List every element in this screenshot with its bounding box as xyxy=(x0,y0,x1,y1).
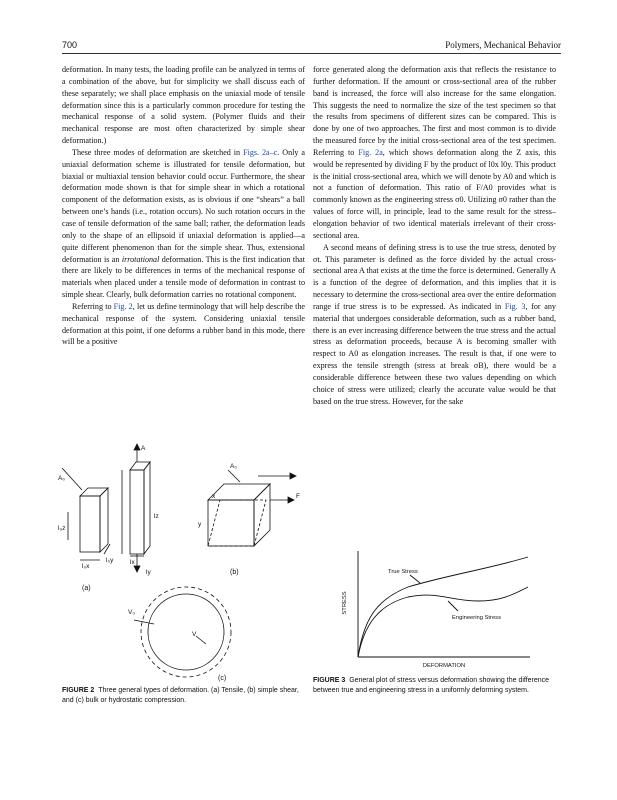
figure-link[interactable]: Fig. 3 xyxy=(504,301,526,311)
engineering-stress-label: Engineering Stress xyxy=(452,615,501,621)
text-run: These three modes of deformation are sketched in xyxy=(72,147,244,157)
text-run: , let us define terminology that will help describe the mechanical response of the system. Considering uniaxial tensile deformation at this point, if one deforms a rubber band in this mode, there will be a positive xyxy=(62,301,305,347)
label-A0: A₀ xyxy=(58,475,66,482)
true-stress-label: True Stress xyxy=(388,569,418,575)
shear-block xyxy=(208,470,296,546)
figure-3-caption xyxy=(313,676,559,695)
label-lz0: l₀z xyxy=(58,525,66,532)
text-run: Referring to xyxy=(72,301,114,311)
label-A: A xyxy=(141,445,146,452)
left-paragraph-1: deformation. In many tests, the loading profile can be analyzed in terms of a combination of the above, but for simplicity we shall discuss each of these separately; we shall place emphasis on the uniaxial mode of tensile deformation since this is a particularly common procedure for testing the mechanical response of a solid system. (Polymer fluids and their mechanical response are most often characterized by simple shear deformation.) xyxy=(62,65,305,146)
caption-label: FIGURE 2 xyxy=(62,687,95,694)
text-run: force generated along the deformation axis that reflects the resistance to further deformation. If the amount or cross-sectional area of the rubber band is increased, the force will also increase for the same elongation. This suggests the need to normalize the size of the test specimen so that the results from specimens of different sizes can be compared. This is done by one of two approaches. The first and most common is to divide the measured force by the initial cross-sectional area of the test specimen. Referring to xyxy=(313,65,556,157)
true-stress-curve xyxy=(358,557,528,657)
right-column xyxy=(313,64,556,407)
page-number: 700 xyxy=(62,40,78,50)
label-c: (c) xyxy=(218,675,227,682)
text-run: deformation. This is the first indication that there are likely to be differences in terms of the mechanical response of materials when placed under a tensile mode of deformation in contrast to simple shear. Clearly, bulk deformation carries no rotational component. xyxy=(62,254,305,300)
figure-link[interactable]: Fig. 2a xyxy=(358,147,383,157)
figure-2-caption xyxy=(62,686,308,705)
running-title: Polymers, Mechanical Behavior xyxy=(445,40,561,50)
left-column xyxy=(62,64,305,348)
right-paragraph-1 xyxy=(313,64,556,242)
text-run: A second means of defining stress is to use the true stress, denoted by σt. This parameter is defined as the force divided by the actual cross-sectional area A that exists at the time the force is determined. Generally A is a function of the degree of deformation, and this implies that it is necessary to determine the cross-sectional area over the entire deformation range if true stress is to be expressed. As indicated in xyxy=(313,242,556,311)
figure-3-chart xyxy=(338,545,538,670)
figure-link[interactable]: Fig. 2 xyxy=(113,301,133,311)
y-axis-label: STRESS xyxy=(342,591,348,615)
label-V0: V₀ xyxy=(128,609,136,616)
text-run: , for any material that undergoes considerable deformation, such as a rubber band, there is an ever increasing difference between the true stress and the actual stress as deformation proceeds, because A is becoming smaller with respect to A0 as elongation increases. The result is that, if one were to express the tensile strength (stress at break σB), there would be a considerable difference between these two values depending on which choice of stress were utilized; clearly the accurate value would be that based on the true stress. However, for the sake xyxy=(313,301,556,406)
left-paragraph-2 xyxy=(62,147,305,301)
left-paragraph-3 xyxy=(62,301,305,348)
caption-label: FIGURE 3 xyxy=(313,677,346,684)
label-V: V xyxy=(192,631,197,638)
x-axis-label: DEFORMATION xyxy=(422,663,466,669)
label-ly0: l₀y xyxy=(106,557,114,564)
figure-link[interactable]: Figs. 2a–c xyxy=(243,147,278,157)
text-run: . Only a uniaxial deformation scheme is illustrated for tensile deformation, but biaxial or multiaxial tension behavior could occur. Furthermore, the shear deformation mode shown is that for simple shear in which a rotational component of the deformation exists, as is obvious if one “shears” a ball between one’s hands (i.e., rotation occurs). No such rotation occurs in the case of tensile deformation of the same ball; rather, the deformation leads only to the shape of an ellipsoid if uniaxial deformation is applied—a quite different phenomenon than for the simple shear. Thus, extensional deformation is an xyxy=(62,147,305,264)
label-lx0: l₀x xyxy=(82,563,90,570)
label-ly: ly xyxy=(146,569,151,576)
caption-text: Three general types of deformation. (a) Tensile, (b) simple shear, and (c) bulk or hydrostatic compression. xyxy=(62,687,299,704)
label-lz: lz xyxy=(154,513,159,520)
label-b: (b) xyxy=(230,569,239,576)
text-run: , which shows deformation along the Z axis, this would be represented by dividing F by the product of l0x l0y. This product is the initial cross-sectional area, which we will denote by A0 and which is not a function of deformation. This ratio of F/A0 provides what is commonly known as the engineering stress σ0. Utilizing σ0 rather than the values of force will, in principle, lead to the same result for the stress–elongation behavior of two identical materials irrelevant of their cross-sectional area. xyxy=(313,147,557,240)
italic-term: irrotational xyxy=(121,254,160,264)
caption-text: General plot of stress versus deformation showing the difference between true and engineering stress in a uniformly deforming system. xyxy=(313,677,550,694)
label-a: (a) xyxy=(82,585,91,592)
label-F: F xyxy=(296,493,300,500)
label-lx: lx xyxy=(130,559,135,566)
figure-2-diagram xyxy=(58,440,318,685)
label-x: x xyxy=(212,493,216,500)
label-A0-shear: A₀ xyxy=(230,463,238,470)
header-rule xyxy=(62,53,561,54)
right-paragraph-2 xyxy=(313,242,556,408)
stretched-block xyxy=(122,444,150,572)
engineering-stress-curve xyxy=(358,587,528,657)
bulk-sphere xyxy=(134,587,231,677)
undeformed-block xyxy=(62,468,110,560)
label-y: y xyxy=(198,521,202,528)
